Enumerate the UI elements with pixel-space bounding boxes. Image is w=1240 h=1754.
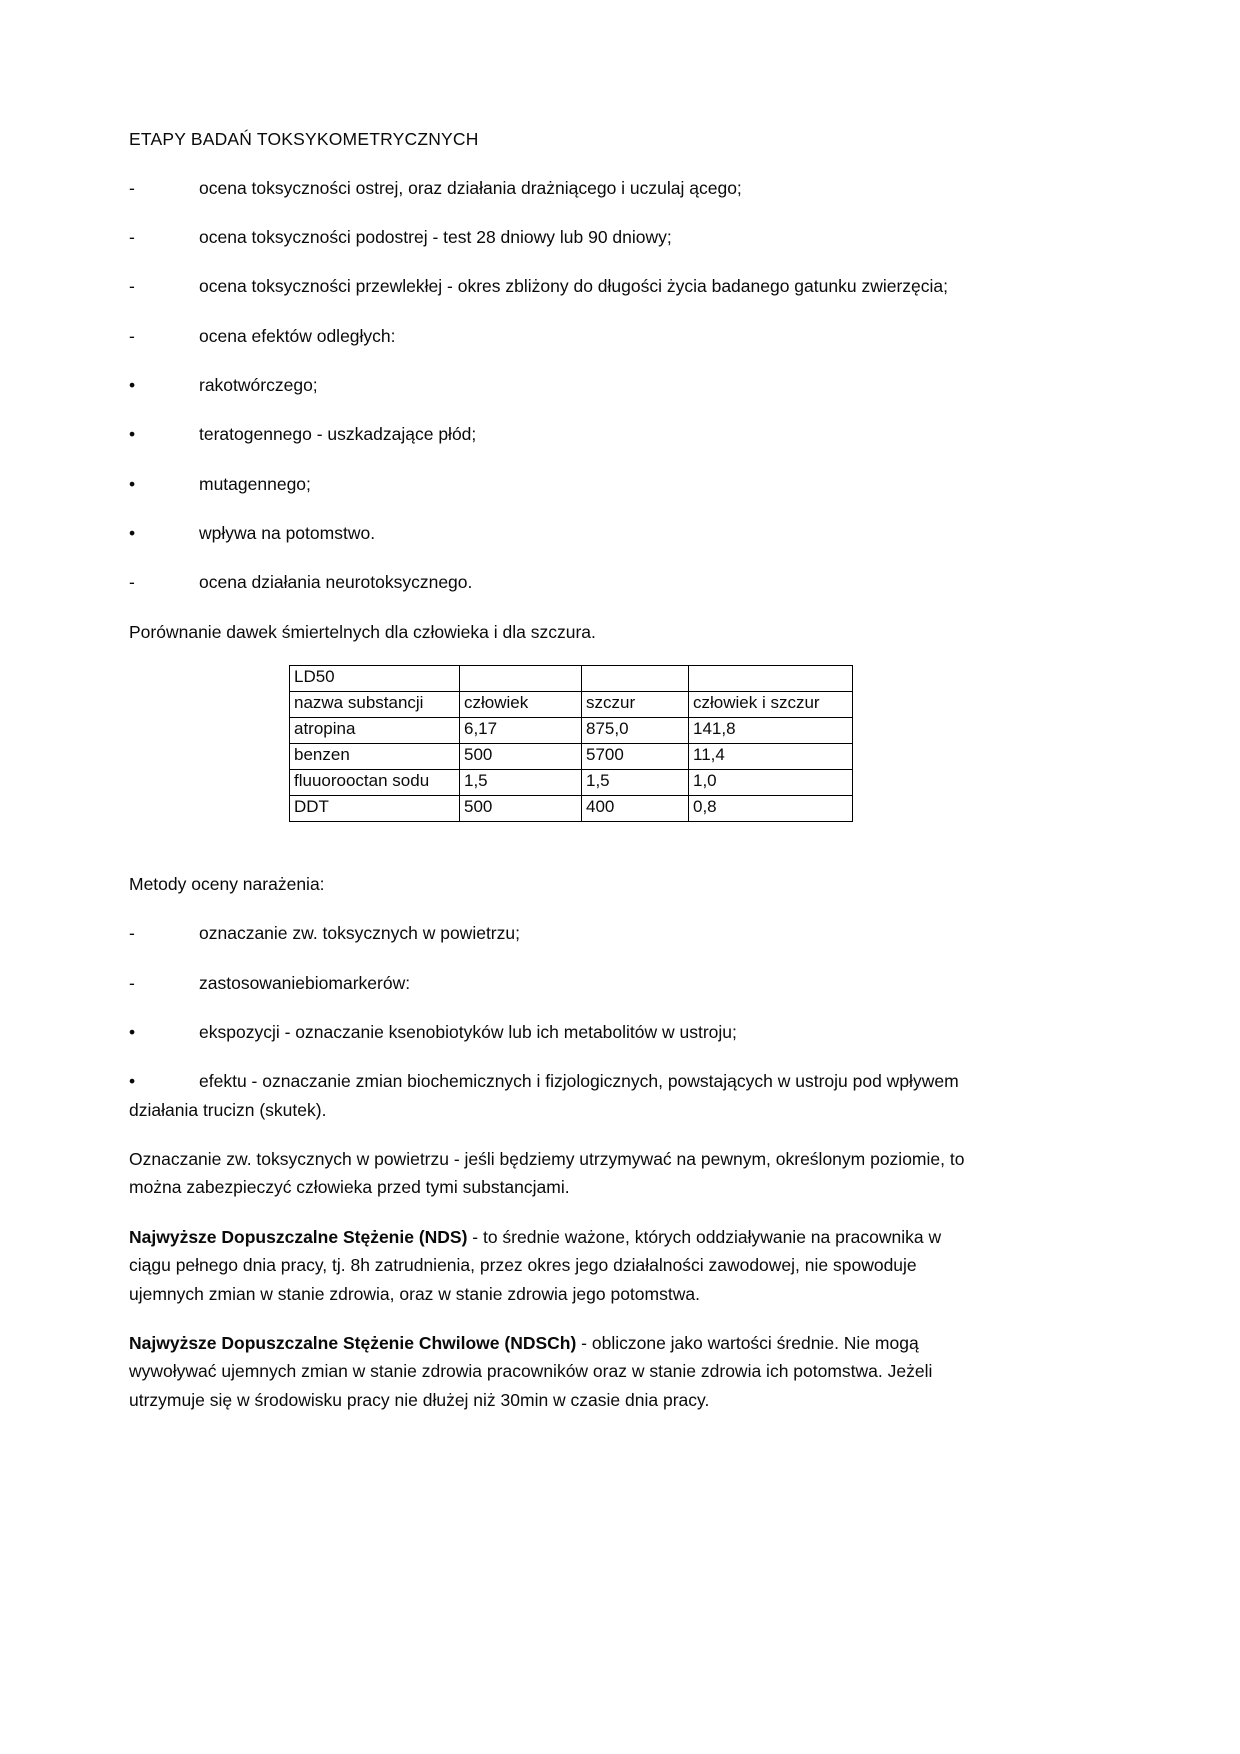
list-item [129, 568, 977, 596]
list-item-label: mutagennego; [199, 473, 311, 494]
list-marker: - [129, 276, 135, 297]
list-marker: • [129, 523, 136, 544]
table-cell-human: 500 [460, 744, 582, 770]
list-marker: - [129, 177, 135, 198]
list-item-label: ocena toksyczności podostrej - test 28 dniowy lub 90 dniowy; [199, 226, 672, 247]
table-cell-substance: atropina [290, 718, 460, 744]
list-item-label: teratogennego - uszkadzające płód; [199, 424, 477, 445]
table-row [290, 796, 853, 822]
table-row-title [290, 666, 853, 692]
list-item [129, 470, 977, 498]
table-title-filler [460, 666, 582, 692]
table-header-cell: szczur [582, 692, 689, 718]
table-cell-human: 6,17 [460, 718, 582, 744]
list-item [129, 174, 977, 202]
list-item-label: ocena toksyczności ostrej, oraz działania drażniącego i uczulaj ącego; [199, 177, 742, 198]
list-item [129, 1018, 977, 1046]
list-marker: • [129, 1022, 136, 1043]
list-item [129, 322, 977, 350]
list-marker: - [129, 972, 135, 993]
list-item-label: ocena działania neurotoksycznego. [199, 572, 473, 593]
list-item [129, 223, 977, 251]
methods-heading: Metody oceny narażenia: [129, 874, 325, 895]
term-nds-definition: - to średnie ważone, których oddziaływanie na pracownika w ciągu pełnego dnia pracy, tj. 8h zatrudnienia, przez okres jego działalności zawodowej, nie spowoduje ujemnych zmian w stanie zdrowia, oraz w stanie zdrowia jego potomstwa. [129, 1226, 942, 1304]
table-cell-substance: benzen [290, 744, 460, 770]
table-row [290, 744, 853, 770]
table-header-cell: nazwa substancji [290, 692, 460, 718]
list-item-label: rakotwórczego; [199, 375, 318, 395]
table-cell-rat: 1,5 [582, 770, 689, 796]
ld50-table-wrapper [129, 665, 977, 822]
list-item [129, 919, 977, 947]
list-marker: - [129, 325, 135, 346]
list-marker: • [129, 424, 136, 445]
list-marker: - [129, 572, 135, 593]
table-cell-ratio: 11,4 [689, 744, 853, 770]
page-title: ETAPY BADAŃ TOKSYKOMETRYCZNYCH [129, 129, 479, 149]
list-marker: - [129, 226, 135, 247]
table-caption: Porównanie dawek śmiertelnych dla człowieka i dla szczura. [129, 621, 596, 642]
list-item [129, 272, 977, 300]
list-item-label: ekspozycji - oznaczanie ksenobiotyków lub ich metabolitów w ustroju; [199, 1022, 737, 1043]
table-cell-ratio: 141,8 [689, 718, 853, 744]
table-cell-rat: 5700 [582, 744, 689, 770]
document-content [129, 128, 977, 1435]
table-cell-human: 1,5 [460, 770, 582, 796]
list-item [129, 519, 977, 547]
table-header-cell: człowiek i szczur [689, 692, 853, 718]
list-marker: • [129, 473, 136, 494]
list-item [129, 969, 977, 997]
table-cell-substance: fluuorooctan sodu [290, 770, 460, 796]
paragraph-nds [129, 1223, 977, 1308]
table-title-filler [689, 666, 853, 692]
table-row [290, 718, 853, 744]
ld50-table [289, 665, 853, 822]
table-header-row [290, 692, 853, 718]
table-header-cell: człowiek [460, 692, 582, 718]
paragraph-air-measurement: Oznaczanie zw. toksycznych w powietrzu - jeśli będziemy utrzymywać na pewnym, określonym poziomie, to można zabezpieczyć człowieka przed tymi substancjami. [129, 1149, 965, 1198]
table-cell-ratio: 1,0 [689, 770, 853, 796]
list-item-label: efektu - oznaczanie zmian biochemicznych i fizjologicznych, powstających w ustroju pod wpływem działania trucizn (skutek). [129, 1071, 959, 1120]
list-item [129, 371, 977, 399]
table-row [290, 770, 853, 796]
list-marker: - [129, 923, 135, 944]
list-item-label: oznaczanie zw. toksycznych w powietrzu; [199, 923, 520, 944]
table-cell-substance: DDT [290, 796, 460, 822]
list-item-label: wpływa na potomstwo. [199, 523, 376, 544]
table-title-filler [582, 666, 689, 692]
list-item [129, 420, 977, 448]
list-item-label: ocena toksyczności przewlekłej - okres zbliżony do długości życia badanego gatunku zwierzęcia; [199, 276, 948, 297]
list-marker: • [129, 375, 136, 395]
table-cell-ratio: 0,8 [689, 796, 853, 822]
table-title-cell: LD50 [290, 666, 460, 692]
term-nds: Najwyższe Dopuszczalne Stężenie (NDS) [129, 1226, 468, 1247]
table-cell-rat: 875,0 [582, 718, 689, 744]
term-ndsch: Najwyższe Dopuszczalne Stężenie Chwilowe (NDSCh) [129, 1332, 577, 1353]
table-cell-rat: 400 [582, 796, 689, 822]
list-marker: • [129, 1071, 136, 1092]
list-item [129, 1067, 977, 1124]
term-ndsch-definition: - obliczone jako wartości średnie. Nie mogą wywoływać ujemnych zmian w stanie zdrowia pracowników oraz w stanie zdrowia ich potomstwa. Jeżeli utrzymuje się w środowisku pracy nie dłużej niż 30min w czasie dnia pracy. [129, 1332, 933, 1410]
table-bottom-spacer [129, 822, 977, 870]
list-item-label: zastosowaniebiomarkerów: [199, 972, 411, 993]
table-cell-human: 500 [460, 796, 582, 822]
list-item-label: ocena efektów odległych: [199, 325, 396, 346]
paragraph-ndsch [129, 1329, 977, 1414]
